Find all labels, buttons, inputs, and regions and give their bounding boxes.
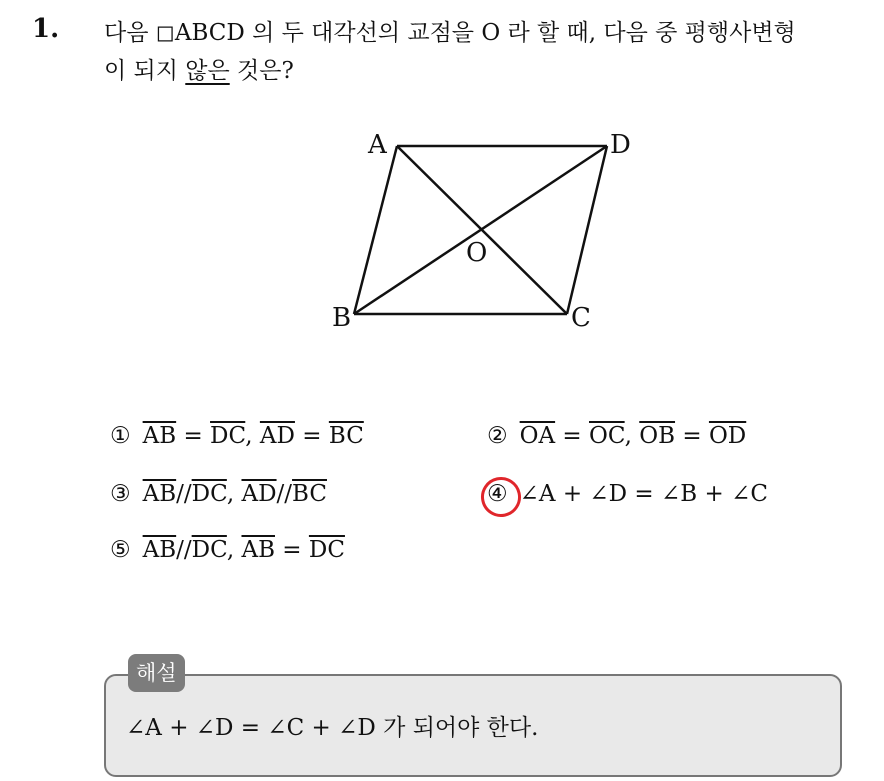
- stem-line-2-post: 것은?: [229, 58, 294, 84]
- vertex-label-c: C: [571, 303, 591, 333]
- segment-symbol: $\overline{DC}$: [210, 423, 246, 449]
- question-stem: [104, 14, 874, 90]
- choice-number: ④: [487, 481, 508, 507]
- choice-text: ,: [226, 537, 242, 563]
- choice-text: =: [275, 537, 309, 563]
- solution-text: ∠A + ∠D = ∠C + ∠D 가 되어야 한다.: [126, 715, 539, 741]
- choice-3[interactable]: [110, 481, 327, 507]
- segment-symbol: $\overline{OA}$: [519, 423, 556, 449]
- segment-symbol: $\overline{OC}$: [589, 423, 625, 449]
- choice-text: =: [176, 423, 211, 449]
- segment-symbol: $\overline{AB}$: [142, 481, 177, 507]
- choice-1[interactable]: [110, 423, 364, 449]
- segment-symbol: $\overline{DC}$: [308, 537, 345, 563]
- choice-text: //: [176, 537, 192, 563]
- vertex-label-b: B: [332, 303, 352, 333]
- choice-text: =: [675, 423, 709, 449]
- segment-symbol: $\overline{AD}$: [241, 481, 277, 507]
- center-label-o: O: [466, 238, 488, 268]
- choice-text: //: [176, 481, 192, 507]
- stem-line-2-pre: 이 되지: [104, 58, 186, 84]
- stem-underlined-word: 않은: [185, 58, 230, 84]
- segment-symbol: $\overline{AB}$: [142, 537, 177, 563]
- question-number: 1.: [32, 14, 60, 44]
- choice-number: ⑤: [110, 537, 131, 563]
- segment-symbol: $\overline{AB}$: [142, 423, 177, 449]
- choice-4[interactable]: [487, 481, 768, 507]
- segment-symbol: $\overline{OB}$: [639, 423, 676, 449]
- parallelogram-figure: [320, 118, 631, 338]
- segment-symbol: $\overline{OD}$: [708, 423, 747, 449]
- stem-line-2: [104, 52, 874, 90]
- choice-text: ,: [245, 423, 260, 449]
- vertex-label-d: D: [610, 130, 631, 160]
- segment-symbol: $\overline{DC}$: [191, 537, 227, 563]
- choice-number: ①: [110, 423, 131, 449]
- choice-number: ③: [110, 481, 131, 507]
- choice-text: =: [294, 423, 329, 449]
- choice-text: ,: [624, 423, 640, 449]
- choice-text: //: [276, 481, 293, 507]
- choice-text: =: [555, 423, 589, 449]
- stem-line-1: 다음 ◻ABCD 의 두 대각선의 교점을 O 라 할 때, 다음 중 평행사변형: [104, 20, 796, 46]
- choice-2[interactable]: [487, 423, 746, 449]
- solution-tag: 해설: [128, 654, 185, 692]
- segment-symbol: $\overline{BC}$: [328, 423, 364, 449]
- choice-text: ∠A + ∠D = ∠B + ∠C: [519, 481, 768, 507]
- choice-text: ,: [226, 481, 242, 507]
- choice-5[interactable]: [110, 537, 345, 563]
- segment-symbol: $\overline{AD}$: [259, 423, 295, 449]
- diagonal-bd: [354, 146, 607, 314]
- side-dc: [567, 146, 607, 314]
- segment-symbol: $\overline{DC}$: [191, 481, 227, 507]
- segment-symbol: $\overline{AB}$: [241, 537, 275, 563]
- segment-symbol: $\overline{BC}$: [292, 481, 327, 507]
- vertex-label-a: A: [368, 130, 387, 160]
- choice-number: ②: [487, 423, 508, 449]
